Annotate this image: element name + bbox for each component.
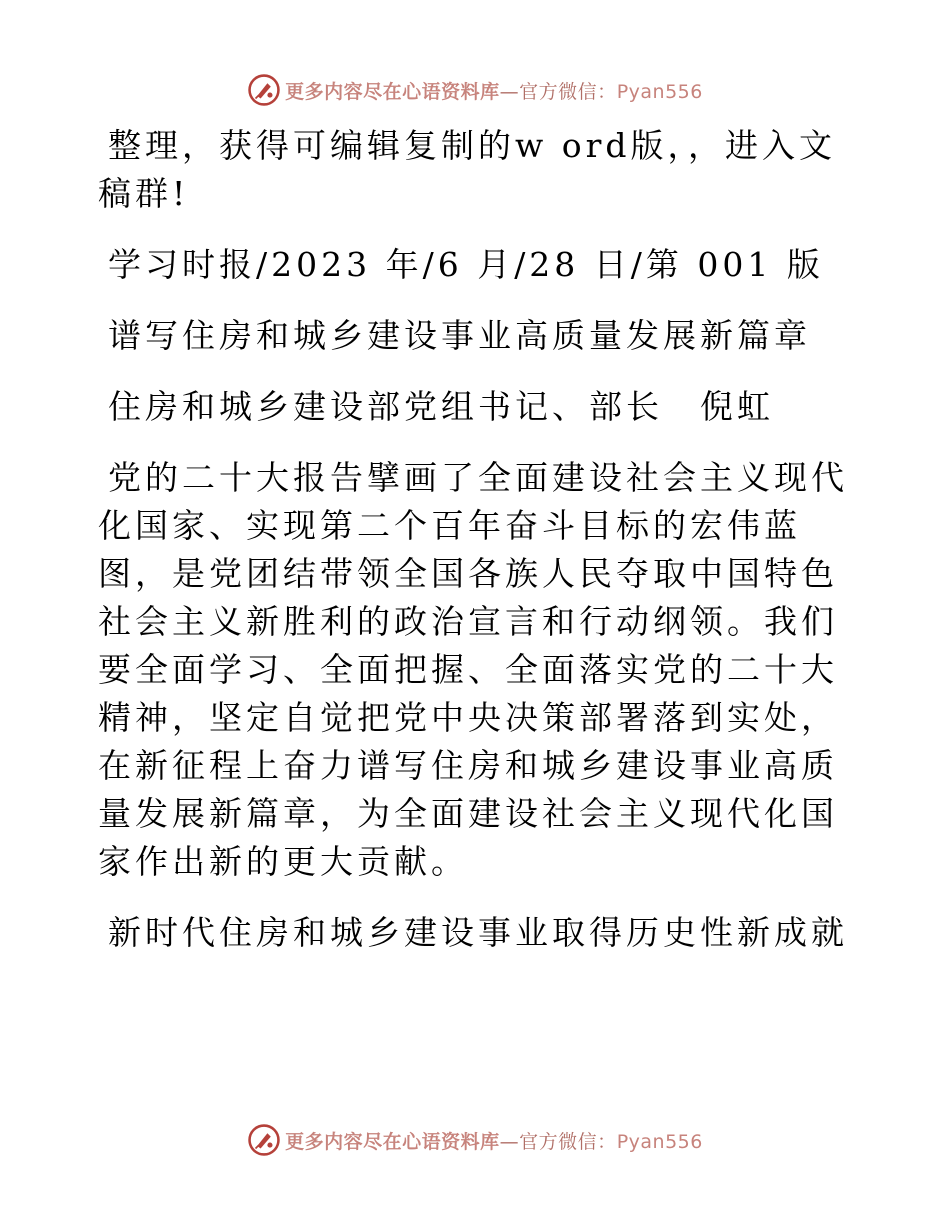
- article-title: 谱写住房和城乡建设事业高质量发展新篇章: [108, 316, 811, 355]
- seal-logo-icon: [247, 1123, 281, 1157]
- footer-watermark: [0, 1120, 950, 1160]
- section-heading: 新时代住房和城乡建设事业取得历史性新成就: [108, 913, 848, 952]
- header-official-text: —官方微信：: [499, 80, 617, 103]
- body-paragraph: 党的二十大报告擘画了全面建设社会主义现代化国家、实现第二个百年奋斗目标的宏伟蓝图，是党团结带领全国各族人民夺取中国特色社会主义新胜利的政治宣言和行动纲领。我们要全面学习、全面把握、全面落实党的二十大精神，坚定自觉把党中央决策部署落到实处，在新征程上奋力谱写住房和城乡建设事业高质量发展新篇章，为全面建设社会主义现代化国家作出新的更大贡献。: [98, 458, 848, 881]
- document-body: [98, 122, 858, 980]
- footer-site-text: 更多内容尽在心语资料库: [285, 1130, 500, 1153]
- header-handle: Pyan556: [616, 80, 703, 103]
- header-watermark: [0, 70, 950, 110]
- intro-paragraph: 整理，获得可编辑复制的w ord版，，进入文稿群!: [98, 126, 837, 213]
- footer-handle: Pyan556: [616, 1130, 703, 1153]
- seal-logo-icon: [247, 73, 281, 107]
- header-site-text: 更多内容尽在心语资料库: [285, 80, 500, 103]
- footer-official-text: —官方微信：: [499, 1130, 617, 1153]
- header-watermark-text: [285, 77, 703, 104]
- author-line: 住房和城乡建设部党组书记、部长 倪虹: [108, 387, 774, 426]
- footer-watermark-text: [285, 1127, 703, 1154]
- source-line: 学习时报/2023 年/6 月/28 日/第 001 版: [108, 245, 824, 284]
